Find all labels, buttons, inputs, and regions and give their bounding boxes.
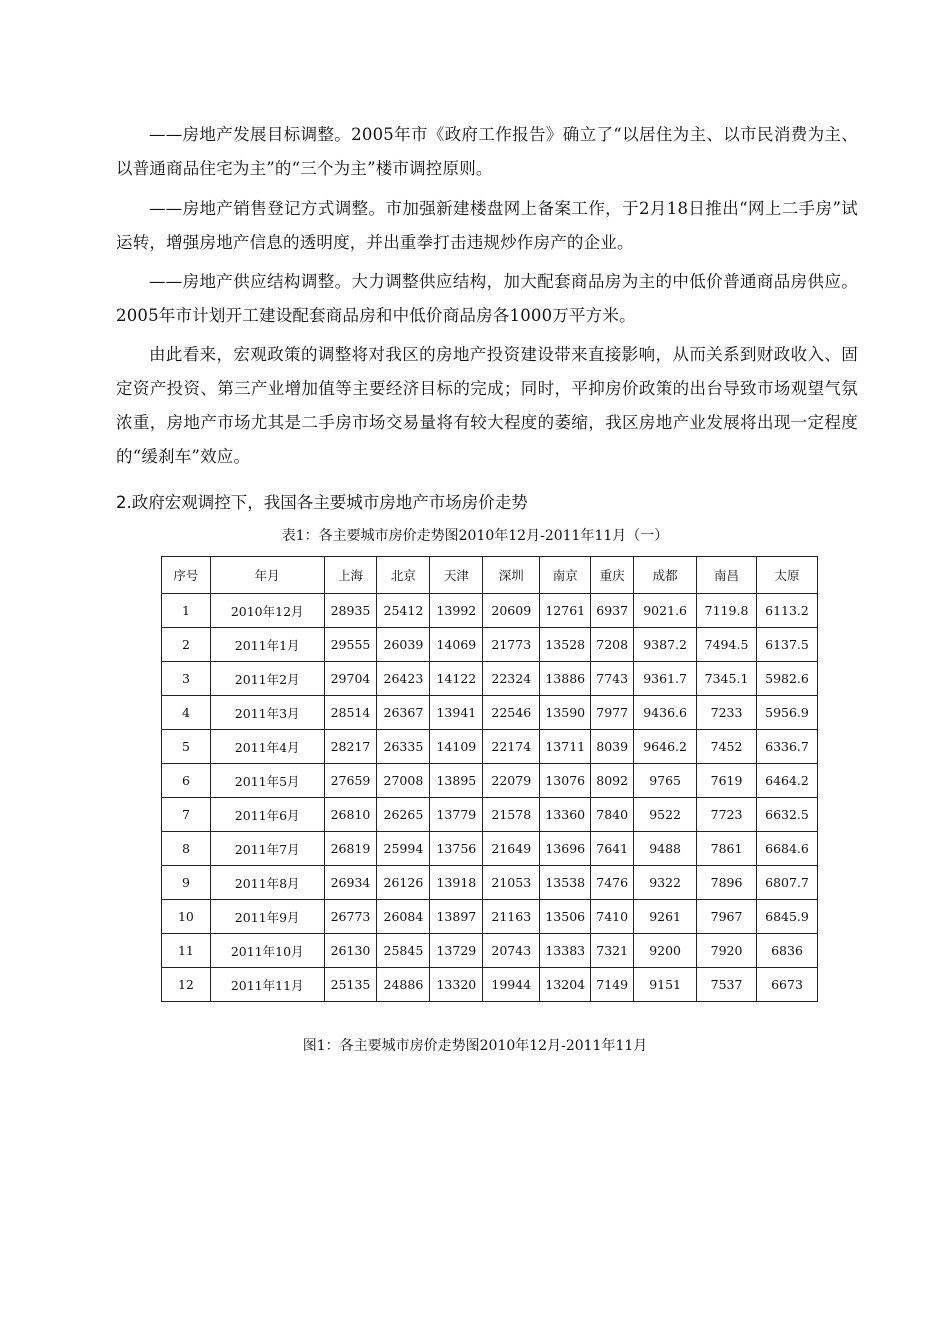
table-cell: 7494.5	[697, 628, 757, 662]
table-row	[162, 594, 818, 628]
table-cell: 26335	[377, 730, 430, 764]
table-cell: 13383	[540, 934, 591, 968]
table-cell: 11	[162, 934, 211, 968]
house-price-table	[161, 556, 818, 1002]
table-cell: 13941	[430, 696, 483, 730]
table-cell: 9387.2	[634, 628, 697, 662]
table-cell: 28935	[324, 594, 377, 628]
table-cell: 9322	[634, 866, 697, 900]
column-header: 天津	[430, 557, 483, 594]
table-cell: 6336.7	[757, 730, 818, 764]
table-cell: 13992	[430, 594, 483, 628]
table-cell: 25845	[377, 934, 430, 968]
table-cell: 2011年10月	[210, 934, 324, 968]
table-cell: 2011年11月	[210, 968, 324, 1002]
table-cell: 13528	[540, 628, 591, 662]
table-cell: 2011年5月	[210, 764, 324, 798]
figure-caption: 图1：各主要城市房价走势图2010年12月-2011年11月	[302, 1038, 648, 1054]
table-cell: 22546	[483, 696, 540, 730]
table-cell: 2011年8月	[210, 866, 324, 900]
table-cell: 9261	[634, 900, 697, 934]
table-cell: 19944	[483, 968, 540, 1002]
table-cell: 9	[162, 866, 211, 900]
column-header: 成都	[634, 557, 697, 594]
table-cell: 25994	[377, 832, 430, 866]
table-cell: 25412	[377, 594, 430, 628]
column-header: 深圳	[483, 557, 540, 594]
table-cell: 9646.2	[634, 730, 697, 764]
table-cell: 22324	[483, 662, 540, 696]
table-cell: 6632.5	[757, 798, 818, 832]
table-cell: 9200	[634, 934, 697, 968]
table-cell: 2011年1月	[210, 628, 324, 662]
table-cell: 5	[162, 730, 211, 764]
table-cell: 20609	[483, 594, 540, 628]
table-cell: 2010年12月	[210, 594, 324, 628]
table-cell: 8	[162, 832, 211, 866]
table-cell: 2	[162, 628, 211, 662]
table-cell: 9021.6	[634, 594, 697, 628]
paragraph-conclusion: 由此看来，宏观政策的调整将对我区的房地产投资建设带来直接影响，从而关系到财政收入、固定资产投资、第三产业增加值等主要经济目标的完成；同时，平抑房价政策的出台导致市场观望气氛浓重，房地产市场尤其是二手房市场交易量将有较大程度的萎缩，我区房地产业发展将出现一定程度的“缓刹车”效应。	[116, 345, 858, 466]
table-cell: 13590	[540, 696, 591, 730]
table-cell: 27659	[324, 764, 377, 798]
table-cell: 7345.1	[697, 662, 757, 696]
table-cell: 26084	[377, 900, 430, 934]
table-cell: 4	[162, 696, 211, 730]
table-cell: 13729	[430, 934, 483, 968]
table-cell: 6937	[591, 594, 634, 628]
paragraph-supply-structure: ——房地产供应结构调整。大力调整供应结构，加大配套商品房为主的中低价普通商品房供应。2005年市计划开工建设配套商品房和中低价商品房各1000万平方米。	[116, 272, 858, 325]
table-cell: 28514	[324, 696, 377, 730]
table-row	[162, 696, 818, 730]
table-cell: 13756	[430, 832, 483, 866]
table-cell: 7967	[697, 900, 757, 934]
table-cell: 9522	[634, 798, 697, 832]
table-cell: 1	[162, 594, 211, 628]
table-cell: 7149	[591, 968, 634, 1002]
table-row	[162, 934, 818, 968]
table-cell: 6	[162, 764, 211, 798]
table-row	[162, 866, 818, 900]
table-cell: 13076	[540, 764, 591, 798]
table-cell: 13506	[540, 900, 591, 934]
table-cell: 26773	[324, 900, 377, 934]
table-cell: 21649	[483, 832, 540, 866]
table-cell: 29704	[324, 662, 377, 696]
table-cell: 13696	[540, 832, 591, 866]
table-cell: 26367	[377, 696, 430, 730]
table-cell: 13897	[430, 900, 483, 934]
table-cell: 13918	[430, 866, 483, 900]
table-row	[162, 968, 818, 1002]
column-header: 上海	[324, 557, 377, 594]
table-cell: 2011年3月	[210, 696, 324, 730]
table-cell: 6807.7	[757, 866, 818, 900]
table-cell: 26819	[324, 832, 377, 866]
table-cell: 21163	[483, 900, 540, 934]
table-row	[162, 730, 818, 764]
table-cell: 9488	[634, 832, 697, 866]
table-cell: 25135	[324, 968, 377, 1002]
table-cell: 9151	[634, 968, 697, 1002]
table-cell: 2011年6月	[210, 798, 324, 832]
table-cell: 12761	[540, 594, 591, 628]
table-body	[162, 594, 818, 1002]
table-cell: 7410	[591, 900, 634, 934]
table-cell: 26130	[324, 934, 377, 968]
table-cell: 3	[162, 662, 211, 696]
table-cell: 7920	[697, 934, 757, 968]
table-cell: 13895	[430, 764, 483, 798]
table-cell: 6684.6	[757, 832, 818, 866]
table-cell: 26039	[377, 628, 430, 662]
table-cell: 8039	[591, 730, 634, 764]
table-cell: 7840	[591, 798, 634, 832]
column-header: 南昌	[697, 557, 757, 594]
table-cell: 13320	[430, 968, 483, 1002]
table-cell: 7321	[591, 934, 634, 968]
table-cell: 13886	[540, 662, 591, 696]
table-cell: 14069	[430, 628, 483, 662]
paragraph-sales-registration: ——房地产销售登记方式调整。市加强新建楼盘网上备案工作，于2月18日推出“网上二手房”试运转，增强房地产信息的透明度，并出重拳打击违规炒作房产的企业。	[116, 199, 858, 252]
table-cell: 6137.5	[757, 628, 818, 662]
table-row	[162, 764, 818, 798]
column-header: 重庆	[591, 557, 634, 594]
table-cell: 7208	[591, 628, 634, 662]
table-cell: 29555	[324, 628, 377, 662]
table-row	[162, 832, 818, 866]
table-caption: 表1：各主要城市房价走势图2010年12月-2011年11月（一）	[281, 528, 669, 544]
table-cell: 7743	[591, 662, 634, 696]
table-header-row	[162, 557, 818, 594]
table-cell: 26126	[377, 866, 430, 900]
column-header: 年月	[210, 557, 324, 594]
table-cell: 2011年2月	[210, 662, 324, 696]
table-cell: 7119.8	[697, 594, 757, 628]
table-cell: 7723	[697, 798, 757, 832]
table-cell: 21773	[483, 628, 540, 662]
table-cell: 7476	[591, 866, 634, 900]
table-cell: 9765	[634, 764, 697, 798]
table-cell: 6464.2	[757, 764, 818, 798]
column-header: 北京	[377, 557, 430, 594]
table-cell: 26934	[324, 866, 377, 900]
table-cell: 7861	[697, 832, 757, 866]
column-header: 序号	[162, 557, 211, 594]
table-cell: 5956.9	[757, 696, 818, 730]
table-row	[162, 662, 818, 696]
table-cell: 20743	[483, 934, 540, 968]
section-heading: 2.政府宏观调控下，我国各主要城市房地产市场房价走势	[116, 493, 528, 512]
table-cell: 6673	[757, 968, 818, 1002]
table-cell: 14122	[430, 662, 483, 696]
table-cell: 26265	[377, 798, 430, 832]
table-cell: 5982.6	[757, 662, 818, 696]
table-cell: 7452	[697, 730, 757, 764]
table-row	[162, 900, 818, 934]
table-cell: 28217	[324, 730, 377, 764]
table-cell: 9361.7	[634, 662, 697, 696]
table-cell: 7	[162, 798, 211, 832]
table-cell: 6113.2	[757, 594, 818, 628]
table-cell: 22174	[483, 730, 540, 764]
table-cell: 13538	[540, 866, 591, 900]
table-row	[162, 798, 818, 832]
table-cell: 7896	[697, 866, 757, 900]
table-cell: 7537	[697, 968, 757, 1002]
table-cell: 12	[162, 968, 211, 1002]
table-cell: 7641	[591, 832, 634, 866]
column-header: 南京	[540, 557, 591, 594]
table-cell: 21053	[483, 866, 540, 900]
table-cell: 13779	[430, 798, 483, 832]
table-cell: 6845.9	[757, 900, 818, 934]
table-cell: 9436.6	[634, 696, 697, 730]
table-row	[162, 628, 818, 662]
table-cell: 21578	[483, 798, 540, 832]
table-cell: 2011年9月	[210, 900, 324, 934]
table-cell: 8092	[591, 764, 634, 798]
table-cell: 7977	[591, 696, 634, 730]
table-cell: 22079	[483, 764, 540, 798]
table-cell: 2011年7月	[210, 832, 324, 866]
table-cell: 7233	[697, 696, 757, 730]
table-cell: 7619	[697, 764, 757, 798]
table-cell: 13204	[540, 968, 591, 1002]
table-cell: 26810	[324, 798, 377, 832]
table-cell: 13360	[540, 798, 591, 832]
table-cell: 10	[162, 900, 211, 934]
table-cell: 2011年4月	[210, 730, 324, 764]
table-cell: 6836	[757, 934, 818, 968]
table-cell: 27008	[377, 764, 430, 798]
paragraph-development-goal: ——房地产发展目标调整。2005年市《政府工作报告》确立了“以居住为主、以市民消费为主、以普通商品住宅为主”的“三个为主”楼市调控原则。	[116, 125, 858, 178]
table-cell: 26423	[377, 662, 430, 696]
table-cell: 24886	[377, 968, 430, 1002]
column-header: 太原	[757, 557, 818, 594]
table-cell: 13711	[540, 730, 591, 764]
table-cell: 14109	[430, 730, 483, 764]
